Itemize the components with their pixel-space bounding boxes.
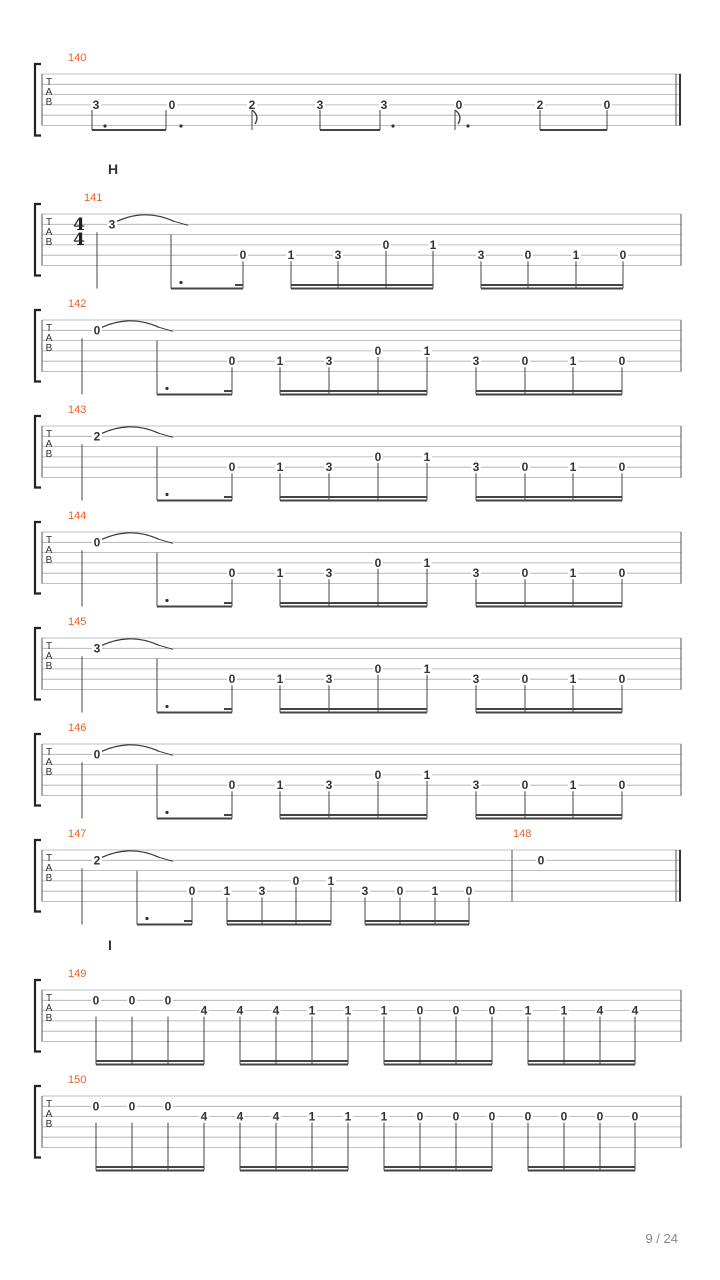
system-bracket <box>35 1086 41 1158</box>
augmentation-dot <box>165 387 168 390</box>
fret-number: 1 <box>276 460 284 475</box>
fret-number: 0 <box>228 566 236 581</box>
tab-clef-letter: A <box>45 87 53 98</box>
tab-clef-letter: T <box>45 747 53 758</box>
tab-clef-letter: A <box>45 863 53 874</box>
tab-clef-letter: A <box>45 439 53 450</box>
fret-number: 0 <box>292 873 300 888</box>
note-flag <box>252 110 257 124</box>
fret-number: 0 <box>374 767 382 782</box>
fret-number: 0 <box>631 1109 639 1124</box>
fret-number: 3 <box>325 778 333 793</box>
tab-clef-letter: T <box>45 993 53 1004</box>
tab-clef-letter: T <box>45 853 53 864</box>
system-bracket <box>35 840 41 912</box>
fret-number: 1 <box>560 1003 568 1018</box>
fret-number: 4 <box>200 1109 208 1124</box>
fret-number: 3 <box>325 672 333 687</box>
fret-number: 1 <box>423 449 431 464</box>
fret-number: 1 <box>423 767 431 782</box>
fret-number: 2 <box>248 97 256 112</box>
fret-number: 1 <box>344 1003 352 1018</box>
fret-number: 3 <box>93 641 101 656</box>
tab-clef-letter: A <box>45 1109 53 1120</box>
measure-number: 144 <box>68 510 87 522</box>
fret-number: 4 <box>236 1003 244 1018</box>
tab-clef-letter: B <box>45 555 53 566</box>
fret-number: 0 <box>92 993 100 1008</box>
fret-number: 3 <box>258 884 266 899</box>
fret-number: 3 <box>325 460 333 475</box>
fret-number: 3 <box>325 354 333 369</box>
fret-number: 1 <box>429 237 437 252</box>
fret-number: 1 <box>524 1003 532 1018</box>
system-bracket <box>35 416 41 488</box>
fret-number: 4 <box>272 1109 280 1124</box>
time-signature-denominator: 4 <box>73 230 85 250</box>
fret-number: 3 <box>472 566 480 581</box>
fret-number: 1 <box>276 566 284 581</box>
fret-number: 0 <box>164 993 172 1008</box>
tab-clef-letter: B <box>45 237 53 248</box>
measure-number: 141 <box>84 192 103 204</box>
augmentation-dot <box>165 811 168 814</box>
fret-number: 3 <box>325 566 333 581</box>
tab-clef-letter: B <box>45 449 53 460</box>
fret-number: 1 <box>223 884 231 899</box>
fret-number: 0 <box>92 1099 100 1114</box>
tab-clef-letter: A <box>45 545 53 556</box>
measure-number: 142 <box>68 298 87 310</box>
fret-number: 0 <box>618 778 626 793</box>
fret-number: 1 <box>276 778 284 793</box>
augmentation-dot <box>103 124 106 127</box>
system-bracket <box>35 628 41 700</box>
system-bracket <box>35 522 41 594</box>
measure-number: 147 <box>68 828 87 840</box>
fret-number: 0 <box>618 672 626 687</box>
tab-clef-letter: T <box>45 1099 53 1110</box>
fret-number: 0 <box>488 1109 496 1124</box>
fret-number: 0 <box>374 661 382 676</box>
fret-number: 2 <box>93 853 101 868</box>
fret-number: 0 <box>374 555 382 570</box>
fret-number: 0 <box>188 884 196 899</box>
fret-number: 0 <box>128 1099 136 1114</box>
augmentation-dot <box>165 493 168 496</box>
tie-continuation <box>159 645 173 649</box>
fret-number: 0 <box>596 1109 604 1124</box>
section-marker: I <box>108 937 112 953</box>
fret-number: 1 <box>431 884 439 899</box>
tie-arc <box>102 533 159 540</box>
fret-number: 0 <box>521 672 529 687</box>
tab-clef-letter: A <box>45 1003 53 1014</box>
fret-number: 0 <box>521 566 529 581</box>
augmentation-dot <box>165 705 168 708</box>
fret-number: 3 <box>477 248 485 263</box>
fret-number: 3 <box>472 354 480 369</box>
tab-clef-letter: T <box>45 77 53 88</box>
measure-number: 149 <box>68 968 87 980</box>
fret-number: 4 <box>236 1109 244 1124</box>
tab-clef-letter: B <box>45 343 53 354</box>
tie-arc <box>117 215 174 222</box>
fret-number: 2 <box>93 429 101 444</box>
fret-number: 0 <box>239 248 247 263</box>
page-number: 9 / 24 <box>645 1231 678 1246</box>
fret-number: 1 <box>569 460 577 475</box>
fret-number: 3 <box>472 672 480 687</box>
fret-number: 0 <box>374 449 382 464</box>
tab-clef-letter: T <box>45 535 53 546</box>
measure-number: 148 <box>513 828 532 840</box>
tie-arc <box>102 427 159 434</box>
fret-number: 3 <box>108 217 116 232</box>
fret-number: 0 <box>396 884 404 899</box>
system-bracket <box>35 310 41 382</box>
fret-number: 0 <box>416 1003 424 1018</box>
time-signature-numerator: 4 <box>73 215 85 235</box>
augmentation-dot <box>165 599 168 602</box>
tab-clef-letter: B <box>45 767 53 778</box>
tab-clef-letter: B <box>45 97 53 108</box>
tie-continuation <box>159 751 173 755</box>
tab-clef-letter: B <box>45 661 53 672</box>
fret-number: 0 <box>382 237 390 252</box>
tab-clef-letter: B <box>45 873 53 884</box>
system-bracket <box>35 980 41 1052</box>
tie-arc <box>102 321 159 328</box>
fret-number: 0 <box>374 343 382 358</box>
system-bracket <box>35 204 41 276</box>
fret-number: 1 <box>344 1109 352 1124</box>
augmentation-dot <box>145 917 148 920</box>
fret-number: 1 <box>308 1109 316 1124</box>
fret-number: 0 <box>524 248 532 263</box>
fret-number: 0 <box>128 993 136 1008</box>
tab-clef-letter: T <box>45 429 53 440</box>
fret-number: 1 <box>569 566 577 581</box>
fret-number: 0 <box>619 248 627 263</box>
tie-arc <box>102 639 159 646</box>
fret-number: 3 <box>334 248 342 263</box>
system-bracket <box>35 64 41 136</box>
fret-number: 1 <box>276 354 284 369</box>
fret-number: 0 <box>618 354 626 369</box>
fret-number: 0 <box>537 853 545 868</box>
fret-number: 2 <box>536 97 544 112</box>
measure-number: 143 <box>68 404 87 416</box>
fret-number: 0 <box>524 1109 532 1124</box>
fret-number: 3 <box>380 97 388 112</box>
fret-number: 3 <box>361 884 369 899</box>
tab-clef-letter: T <box>45 217 53 228</box>
measure-number: 140 <box>68 52 87 64</box>
fret-number: 0 <box>228 354 236 369</box>
fret-number: 0 <box>452 1109 460 1124</box>
note-flag <box>455 110 460 124</box>
fret-number: 0 <box>452 1003 460 1018</box>
fret-number: 0 <box>560 1109 568 1124</box>
fret-number: 0 <box>521 354 529 369</box>
fret-number: 1 <box>308 1003 316 1018</box>
fret-number: 1 <box>423 343 431 358</box>
fret-number: 0 <box>228 672 236 687</box>
fret-number: 3 <box>316 97 324 112</box>
fret-number: 0 <box>618 566 626 581</box>
tab-clef-letter: A <box>45 333 53 344</box>
fret-number: 1 <box>423 661 431 676</box>
section-marker: H <box>108 161 119 177</box>
measure-number: 146 <box>68 722 87 734</box>
fret-number: 4 <box>596 1003 604 1018</box>
fret-number: 1 <box>572 248 580 263</box>
tab-clef-letter: B <box>45 1013 53 1024</box>
fret-number: 0 <box>228 778 236 793</box>
fret-number: 1 <box>380 1003 388 1018</box>
fret-number: 0 <box>164 1099 172 1114</box>
fret-number: 0 <box>521 460 529 475</box>
fret-number: 0 <box>455 97 463 112</box>
fret-number: 1 <box>569 778 577 793</box>
fret-number: 1 <box>287 248 295 263</box>
tab-clef-letter: B <box>45 1119 53 1130</box>
tab-clef-letter: A <box>45 227 53 238</box>
fret-number: 4 <box>631 1003 639 1018</box>
fret-number: 0 <box>93 323 101 338</box>
fret-number: 0 <box>93 747 101 762</box>
fret-number: 3 <box>472 460 480 475</box>
fret-number: 0 <box>416 1109 424 1124</box>
tab-clef-letter: T <box>45 641 53 652</box>
fret-number: 0 <box>228 460 236 475</box>
fret-number: 1 <box>423 555 431 570</box>
tab-clef-letter: A <box>45 651 53 662</box>
tab-clef-letter: A <box>45 757 53 768</box>
fret-number: 3 <box>472 778 480 793</box>
fret-number: 0 <box>603 97 611 112</box>
fret-number: 0 <box>93 535 101 550</box>
augmentation-dot <box>466 124 469 127</box>
fret-number: 4 <box>200 1003 208 1018</box>
fret-number: 1 <box>569 354 577 369</box>
fret-number: 1 <box>380 1109 388 1124</box>
fret-number: 0 <box>465 884 473 899</box>
tie-continuation <box>159 539 173 543</box>
tab-clef-letter: T <box>45 323 53 334</box>
fret-number: 0 <box>168 97 176 112</box>
system-bracket <box>35 734 41 806</box>
fret-number: 0 <box>488 1003 496 1018</box>
fret-number: 0 <box>618 460 626 475</box>
fret-number: 4 <box>272 1003 280 1018</box>
fret-number: 0 <box>521 778 529 793</box>
measure-number: 150 <box>68 1074 87 1086</box>
tie-arc <box>102 745 159 752</box>
fret-number: 3 <box>92 97 100 112</box>
fret-number: 1 <box>569 672 577 687</box>
tie-arc <box>102 851 159 858</box>
measure-number: 145 <box>68 616 87 628</box>
fret-number: 1 <box>276 672 284 687</box>
tie-continuation <box>159 857 173 861</box>
fret-number: 1 <box>327 873 335 888</box>
augmentation-dot <box>179 124 182 127</box>
augmentation-dot <box>391 124 394 127</box>
augmentation-dot <box>179 281 182 284</box>
